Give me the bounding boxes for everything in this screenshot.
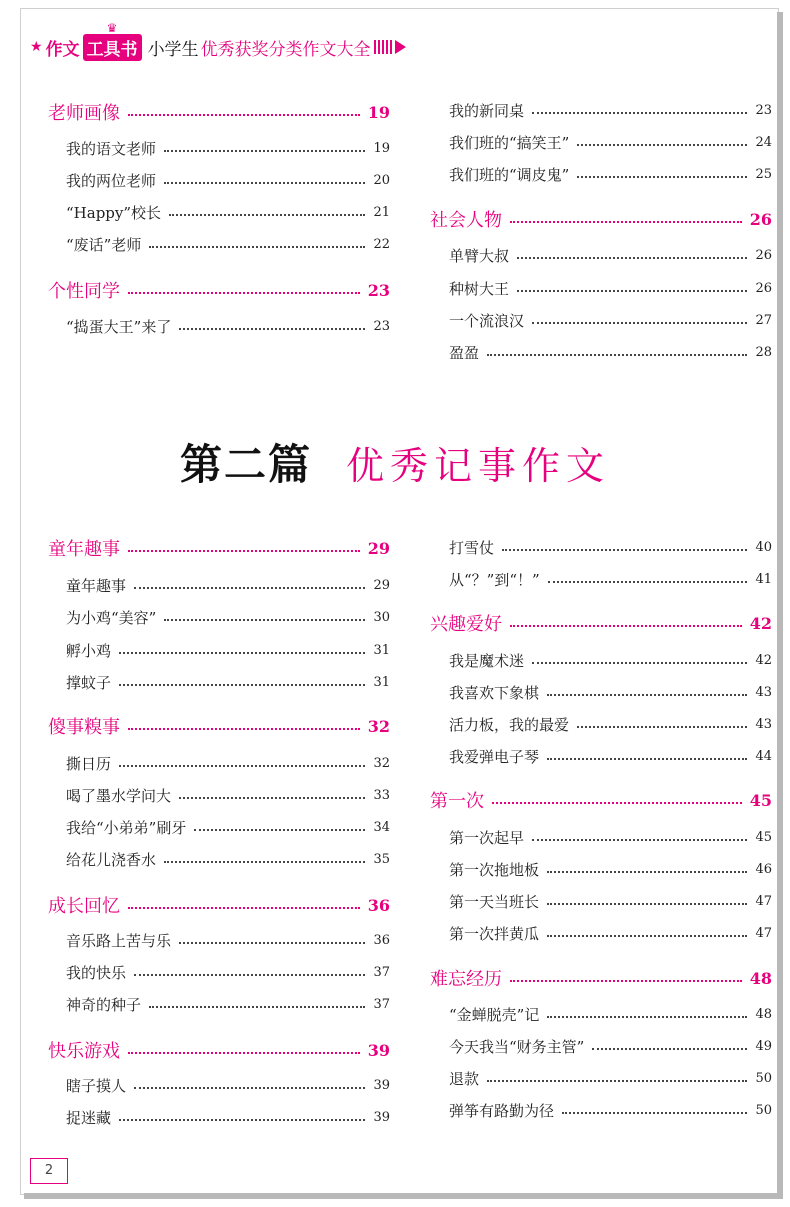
dot-leader xyxy=(502,547,747,551)
series-name: 作文 xyxy=(45,39,80,60)
dot-leader xyxy=(532,110,747,114)
toc-title: 傻事糗事 xyxy=(48,717,120,738)
dot-leader xyxy=(577,142,747,146)
dot-leader xyxy=(547,933,747,937)
toc-page-number: 45 xyxy=(755,829,772,845)
dot-leader xyxy=(577,174,747,178)
dot-leader xyxy=(510,219,742,223)
dot-leader xyxy=(487,352,747,356)
toc-title: 老师画像 xyxy=(48,103,120,124)
toc-section-heading xyxy=(48,278,390,302)
toc-title: 从“？”到“！” xyxy=(449,570,540,589)
dot-leader xyxy=(517,255,747,259)
dot-leader xyxy=(164,617,365,621)
toc-page-number: 31 xyxy=(373,642,390,658)
toc-title: 神奇的种子 xyxy=(66,995,142,1014)
toc-title: 第一天当班长 xyxy=(449,892,540,911)
toc-entry xyxy=(449,921,772,945)
dot-leader xyxy=(179,326,365,330)
toc-title: “废话”老师 xyxy=(66,235,142,254)
toc-page-number: 30 xyxy=(373,609,390,625)
star-icon: ★ xyxy=(30,39,43,55)
toc-title: 第一次拖地板 xyxy=(449,860,540,879)
toc-page-number: 43 xyxy=(755,684,772,700)
toc-title: 弹筝有路勤为径 xyxy=(449,1101,555,1120)
toc-title: 单臂大叔 xyxy=(449,246,510,265)
toc-title: 我的两位老师 xyxy=(66,171,157,190)
toc-page-number: 25 xyxy=(755,166,772,182)
toc-page-number: 42 xyxy=(755,652,772,668)
toc-entry xyxy=(449,825,772,849)
toc-title: 我的新同桌 xyxy=(449,101,525,120)
toc-page-number: 28 xyxy=(755,344,772,360)
toc-title: 个性同学 xyxy=(48,281,120,302)
toc-title: 难忘经历 xyxy=(430,969,502,990)
dot-leader xyxy=(577,724,747,728)
toc-page-number: 27 xyxy=(755,312,772,328)
toc-entry xyxy=(66,200,390,224)
toc-entry xyxy=(66,783,390,807)
page-number: 2 xyxy=(30,1158,68,1184)
dot-leader xyxy=(592,1046,747,1050)
part-title xyxy=(0,432,790,492)
toc-section-heading xyxy=(430,207,772,231)
toc-page-number: 19 xyxy=(367,102,390,122)
toc-page-number: 42 xyxy=(749,613,772,633)
dot-leader xyxy=(562,1110,747,1114)
toc-entry xyxy=(66,960,390,984)
toc-section-heading xyxy=(48,893,390,917)
toc-title: 童年趣事 xyxy=(48,539,120,560)
toc-page-number: 29 xyxy=(373,577,390,593)
toc-title: 打雪仗 xyxy=(449,538,495,557)
toc-title: 活力板，我的最爱 xyxy=(449,715,570,734)
toc-title: 童年趣事 xyxy=(66,576,127,595)
toc-entry xyxy=(449,744,772,768)
toc-page-number: 26 xyxy=(755,247,772,263)
toc-section-heading xyxy=(430,788,772,812)
dot-leader xyxy=(532,837,747,841)
toc-entry xyxy=(66,573,390,597)
toc-page-number: 48 xyxy=(755,1006,772,1022)
dot-leader xyxy=(179,795,365,799)
dot-leader xyxy=(119,1117,365,1121)
dot-leader xyxy=(547,692,747,696)
dot-leader xyxy=(128,290,360,294)
toc-entry xyxy=(449,712,772,736)
toc-entry xyxy=(449,1066,772,1090)
dot-leader xyxy=(128,1050,360,1054)
arrow-right-icon xyxy=(395,40,406,54)
toc-title: 我是魔术迷 xyxy=(449,651,525,670)
dot-leader xyxy=(134,585,365,589)
toc-page-number: 23 xyxy=(367,280,390,300)
part-name: 优秀记事作文 xyxy=(346,444,611,488)
dot-leader xyxy=(547,869,747,873)
toc-page-number: 34 xyxy=(373,819,390,835)
toc-entry xyxy=(449,98,772,122)
toc-page-number: 39 xyxy=(373,1109,390,1125)
toc-title: 成长回忆 xyxy=(48,896,120,917)
series-badge-text: 工具书 xyxy=(86,39,138,60)
dot-leader xyxy=(119,650,365,654)
toc-title: 社会人物 xyxy=(430,210,502,231)
toc-page-number: 47 xyxy=(755,893,772,909)
toc-title: 喝了墨水学问大 xyxy=(66,786,172,805)
toc-entry xyxy=(449,535,772,559)
toc-page-number: 26 xyxy=(755,280,772,296)
toc-page-number: 46 xyxy=(755,861,772,877)
toc-page-number: 32 xyxy=(367,716,390,736)
toc-entry xyxy=(66,928,390,952)
running-header xyxy=(30,20,406,60)
toc-page-number: 26 xyxy=(749,209,772,229)
dot-leader xyxy=(194,827,365,831)
toc-page-number: 44 xyxy=(755,748,772,764)
toc-page-number: 45 xyxy=(749,790,772,810)
page-shadow-bottom xyxy=(24,1193,783,1199)
toc-entry xyxy=(449,162,772,186)
toc-entry xyxy=(66,136,390,160)
toc-title: “捣蛋大王”来了 xyxy=(66,317,172,336)
crown-icon: ♛ xyxy=(106,20,118,35)
dot-leader xyxy=(548,579,748,583)
toc-entry xyxy=(66,815,390,839)
toc-page-number: 36 xyxy=(367,895,390,915)
toc-page-number: 37 xyxy=(373,996,390,1012)
dot-leader xyxy=(119,763,365,767)
dot-leader xyxy=(532,660,747,664)
toc-title: 撑蚊子 xyxy=(66,673,112,692)
toc-section-heading xyxy=(48,100,390,124)
toc-title: 我们班的“搞笑王” xyxy=(449,133,570,152)
toc-entry xyxy=(449,308,772,332)
toc-entry xyxy=(449,1034,772,1058)
dot-leader xyxy=(128,548,360,552)
toc-title: 退款 xyxy=(449,1069,480,1088)
toc-title: 我们班的“调皮鬼” xyxy=(449,165,570,184)
dot-leader xyxy=(164,859,365,863)
dot-leader xyxy=(517,288,747,292)
toc-entry xyxy=(449,276,772,300)
toc-page-number: 32 xyxy=(373,755,390,771)
toc-page-number: 23 xyxy=(755,102,772,118)
toc-page-number: 49 xyxy=(755,1038,772,1054)
toc-title: 盈盈 xyxy=(449,343,480,362)
toc-title: 种树大王 xyxy=(449,279,510,298)
toc-entry xyxy=(449,889,772,913)
toc-entry xyxy=(449,567,772,591)
series-badge xyxy=(83,20,142,61)
toc-entry xyxy=(66,751,390,775)
dot-leader xyxy=(179,940,365,944)
toc-page-number: 31 xyxy=(373,674,390,690)
toc-page-number: 22 xyxy=(373,236,390,252)
toc-title: 第一次起早 xyxy=(449,828,525,847)
toc-page-number: 21 xyxy=(373,204,390,220)
toc-entry xyxy=(66,1105,390,1129)
toc-title: 兴趣爱好 xyxy=(430,614,502,635)
page-shadow-right xyxy=(777,12,783,1197)
dot-leader xyxy=(547,1014,747,1018)
toc-page-number: 41 xyxy=(755,571,772,587)
toc-page-number: 33 xyxy=(373,787,390,803)
toc-entry xyxy=(449,1002,772,1026)
toc-entry xyxy=(449,680,772,704)
toc-page-number: 39 xyxy=(373,1077,390,1093)
dot-leader xyxy=(134,972,365,976)
toc-section-heading xyxy=(48,536,390,560)
toc-page-number: 36 xyxy=(373,932,390,948)
dot-leader xyxy=(532,320,747,324)
dot-leader xyxy=(547,756,747,760)
dot-leader xyxy=(128,905,360,909)
toc-title: 为小鸡“美容” xyxy=(66,608,157,627)
book-audience: 小学生 xyxy=(147,39,199,60)
toc-title: 快乐游戏 xyxy=(48,1041,120,1062)
dot-leader xyxy=(510,623,742,627)
toc-entry xyxy=(66,314,390,338)
toc-page-number: 50 xyxy=(755,1102,772,1118)
toc-entry xyxy=(449,340,772,364)
toc-page-number: 40 xyxy=(755,539,772,555)
toc-title: 我的语文老师 xyxy=(66,139,157,158)
dot-leader xyxy=(134,1085,365,1089)
toc-page-number: 39 xyxy=(367,1040,390,1060)
toc-page-number: 43 xyxy=(755,716,772,732)
toc-page-number: 48 xyxy=(749,968,772,988)
toc-entry xyxy=(66,638,390,662)
book-title: 优秀获奖分类作文大全 xyxy=(200,39,371,60)
part-label: 第二篇 xyxy=(179,440,312,489)
toc-entry xyxy=(66,847,390,871)
toc-page-number: 47 xyxy=(755,925,772,941)
toc-entry xyxy=(449,648,772,672)
dot-leader xyxy=(487,1078,747,1082)
toc-entry xyxy=(449,857,772,881)
dot-leader xyxy=(149,244,365,248)
toc-title: 瞎子摸人 xyxy=(66,1076,127,1095)
toc-page-number: 29 xyxy=(367,538,390,558)
dot-leader xyxy=(169,212,365,216)
toc-title: 我爱弹电子琴 xyxy=(449,747,540,766)
toc-section-heading xyxy=(430,966,772,990)
toc-page-number: 37 xyxy=(373,964,390,980)
toc-title: 给花儿浇香水 xyxy=(66,850,157,869)
toc-page-number: 50 xyxy=(755,1070,772,1086)
toc-title: 第一次 xyxy=(430,791,484,812)
dot-leader xyxy=(510,978,742,982)
toc-entry xyxy=(66,232,390,256)
dot-leader xyxy=(164,180,365,184)
toc-page-number: 23 xyxy=(373,318,390,334)
dot-leader xyxy=(128,726,360,730)
toc-title: 撕日历 xyxy=(66,754,112,773)
toc-title: 我的快乐 xyxy=(66,963,127,982)
toc-title: 今天我当“财务主管” xyxy=(449,1037,585,1056)
toc-title: 捉迷藏 xyxy=(66,1108,112,1127)
toc-title: 孵小鸡 xyxy=(66,641,112,660)
toc-page-number: 19 xyxy=(373,140,390,156)
toc-title: 我给“小弟弟”刷牙 xyxy=(66,818,187,837)
stripe-decoration xyxy=(374,40,394,54)
dot-leader xyxy=(119,682,365,686)
toc-entry xyxy=(449,1098,772,1122)
toc-section-heading xyxy=(48,714,390,738)
toc-title: 音乐路上苦与乐 xyxy=(66,931,172,950)
toc-entry xyxy=(66,168,390,192)
toc-title: 一个流浪汉 xyxy=(449,311,525,330)
toc-section-heading xyxy=(48,1038,390,1062)
dot-leader xyxy=(547,901,747,905)
toc-entry xyxy=(449,243,772,267)
toc-page-number: 20 xyxy=(373,172,390,188)
dot-leader xyxy=(149,1004,365,1008)
toc-title: “金蝉脱壳”记 xyxy=(449,1005,540,1024)
toc-title: “Happy”校长 xyxy=(66,203,162,222)
toc-title: 第一次拌黄瓜 xyxy=(449,924,540,943)
toc-entry xyxy=(449,130,772,154)
toc-page-number: 35 xyxy=(373,851,390,867)
dot-leader xyxy=(492,800,742,804)
toc-page-number: 24 xyxy=(755,134,772,150)
toc-title: 我喜欢下象棋 xyxy=(449,683,540,702)
dot-leader xyxy=(164,148,365,152)
toc-entry xyxy=(66,992,390,1016)
dot-leader xyxy=(128,112,360,116)
toc-entry xyxy=(66,1073,390,1097)
toc-entry xyxy=(66,605,390,629)
toc-entry xyxy=(66,670,390,694)
toc-section-heading xyxy=(430,611,772,635)
